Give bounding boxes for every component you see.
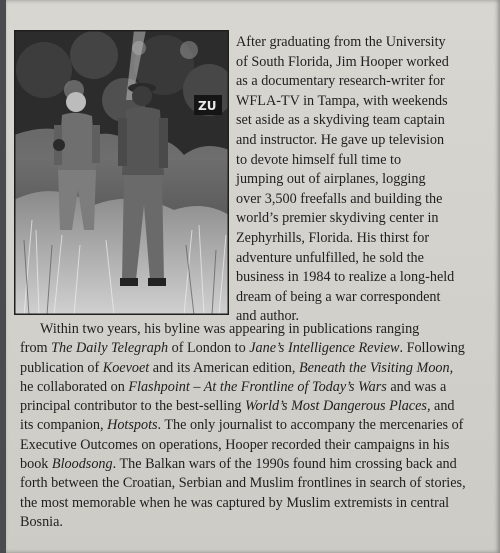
bio-paragraph-top — [236, 33, 494, 327]
bio-paragraph-bottom — [20, 320, 494, 532]
bio-line: Within two years, his byline was appearing in publications ranging — [40, 321, 420, 337]
text-run: from — [20, 340, 52, 357]
bio-line — [20, 378, 494, 397]
bio-line: of South Florida, Jim Hooper worked — [236, 53, 449, 70]
publication-title: The Daily Telegraph — [51, 340, 169, 357]
photo-sign-text: ZU — [198, 99, 217, 113]
publication-title: Jane’s Intelligence Review — [249, 340, 400, 357]
text-run: its companion, — [20, 417, 108, 434]
text-run: he collaborated on — [20, 378, 129, 395]
bio-line: the most memorable when he was captured by Muslim extremists in central — [20, 494, 450, 511]
text-run: of London to — [168, 340, 250, 357]
book-title: Koevoet — [102, 359, 150, 376]
bio-line: forth between the Croatian, Serbian and Muslim frontlines in search of stories, — [20, 475, 466, 492]
bio-line — [20, 455, 494, 474]
text-run: book — [20, 456, 52, 473]
bio-line: set aside as a skydiving team captain — [236, 112, 445, 129]
text-run: , and — [426, 398, 455, 415]
text-run: principal contributor to the best-selling — [20, 398, 245, 415]
book-page — [6, 0, 500, 553]
bio-line: Bosnia. — [20, 513, 63, 530]
text-run: , — [449, 359, 454, 376]
text-run: . The Balkan wars of the 1990s found him crossing back and — [112, 456, 457, 473]
bio-line: WFLA-TV in Tampa, with weekends — [236, 92, 448, 109]
book-title: World’s Most Dangerous Places — [244, 398, 427, 415]
book-title: Flashpoint – At the Frontline of Today’s Wars — [128, 378, 387, 395]
text-run: and was a — [386, 378, 447, 395]
bio-line — [20, 397, 494, 416]
text-run: publication of — [20, 359, 103, 376]
bio-line — [20, 339, 494, 358]
bio-line: to devote himself full time to — [236, 151, 402, 168]
bio-line — [20, 359, 494, 378]
bio-line: After graduating from the University — [236, 34, 446, 50]
bio-line — [20, 416, 494, 435]
book-title: Hotspots — [107, 417, 158, 434]
bio-line: over 3,500 freefalls and building the — [236, 190, 443, 207]
book-title: Beneath the Visiting Moon — [298, 359, 450, 376]
book-title: Bloodsong — [51, 456, 113, 473]
bio-line: business in 1984 to realize a long-held — [236, 269, 455, 286]
bio-line: and author. — [236, 308, 300, 325]
bio-line: and instructor. He gave up television — [236, 131, 445, 148]
bio-line: adventure unfulfilled, he sold the — [236, 249, 424, 266]
text-run: and its American edition, — [149, 359, 299, 376]
bio-line: Executive Outcomes on operations, Hooper recorded their campaigns in his — [20, 436, 450, 453]
bio-line: Zephyrhills, Florida. His thirst for — [236, 229, 430, 246]
author-photo — [14, 30, 229, 315]
text-run: . Following — [399, 340, 465, 357]
text-run: . The only journalist to accompany the mercenaries of — [157, 417, 464, 434]
bio-line: dream of being a war correspondent — [236, 288, 441, 305]
bio-line: as a documentary research-writer for — [236, 73, 445, 90]
bio-line: world’s premier skydiving center in — [236, 210, 439, 227]
bio-line: jumping out of airplanes, logging — [236, 171, 426, 188]
